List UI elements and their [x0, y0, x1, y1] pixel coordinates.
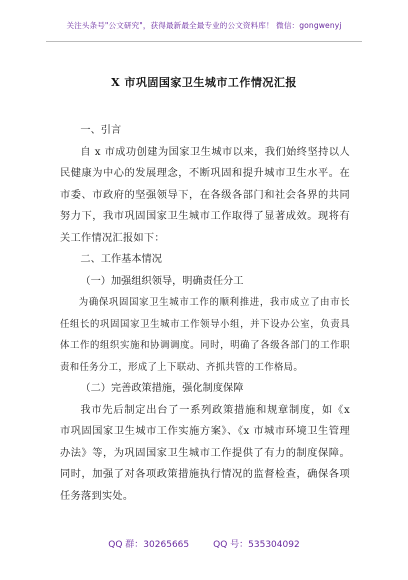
paragraph-intro: 自 x 市成功创建为国家卫生城市以来，我们始终坚持以人民健康为中心的发展理念，不断巩固和提升城市卫生水平。在市委、市政府的坚强领导下，在各级各部门和社会各界的共同努力下，我市巩固国家卫生城市工作取得了显著成效。现将有关工作情况汇报如下： — [60, 146, 350, 244]
paragraph-policy: 我市先后制定出台了一系列政策措施和规章制度，如《x 市巩固国家卫生城市工作实施方案》、《x 市城市环境卫生管理办法》等，为巩固国家卫生城市工作提供了有力的制度保障。同时，加强了对各项政策措施执行情况的监督检查，确保各项任务落到实处。 — [60, 404, 350, 502]
footer-contact — [0, 537, 408, 550]
footer-qq-number: QQ 号：535304092 — [213, 540, 300, 550]
subsection-heading-policy: （二）完善政策措施，强化制度保障 — [80, 383, 244, 394]
section-heading-basic-situation: 二、工作基本情况 — [80, 254, 162, 265]
header-note: 关注头条号"公文研究"，获得最新最全最专业的公文资料库！ 微信：gongwenyj — [66, 21, 342, 30]
header-divider — [46, 41, 362, 42]
footer-qq-group: QQ 群：30265665 — [108, 540, 190, 550]
document-body — [60, 120, 350, 507]
section-heading-intro: 一、引言 — [80, 125, 122, 136]
document-title: X 市巩固国家卫生城市工作情况汇报 — [111, 76, 297, 89]
paragraph-organization: 为确保巩固国家卫生城市工作的顺利推进，我市成立了由市长任组长的巩固国家卫生城市工作领导小组，并下设办公室，负责具体工作的组织实施和协调调度。同时，明确了各级各部门的工作职责和任务分工，形成了上下联动、齐抓共管的工作格局。 — [60, 297, 350, 373]
subsection-heading-organization: （一）加强组织领导，明确责任分工 — [80, 275, 244, 287]
